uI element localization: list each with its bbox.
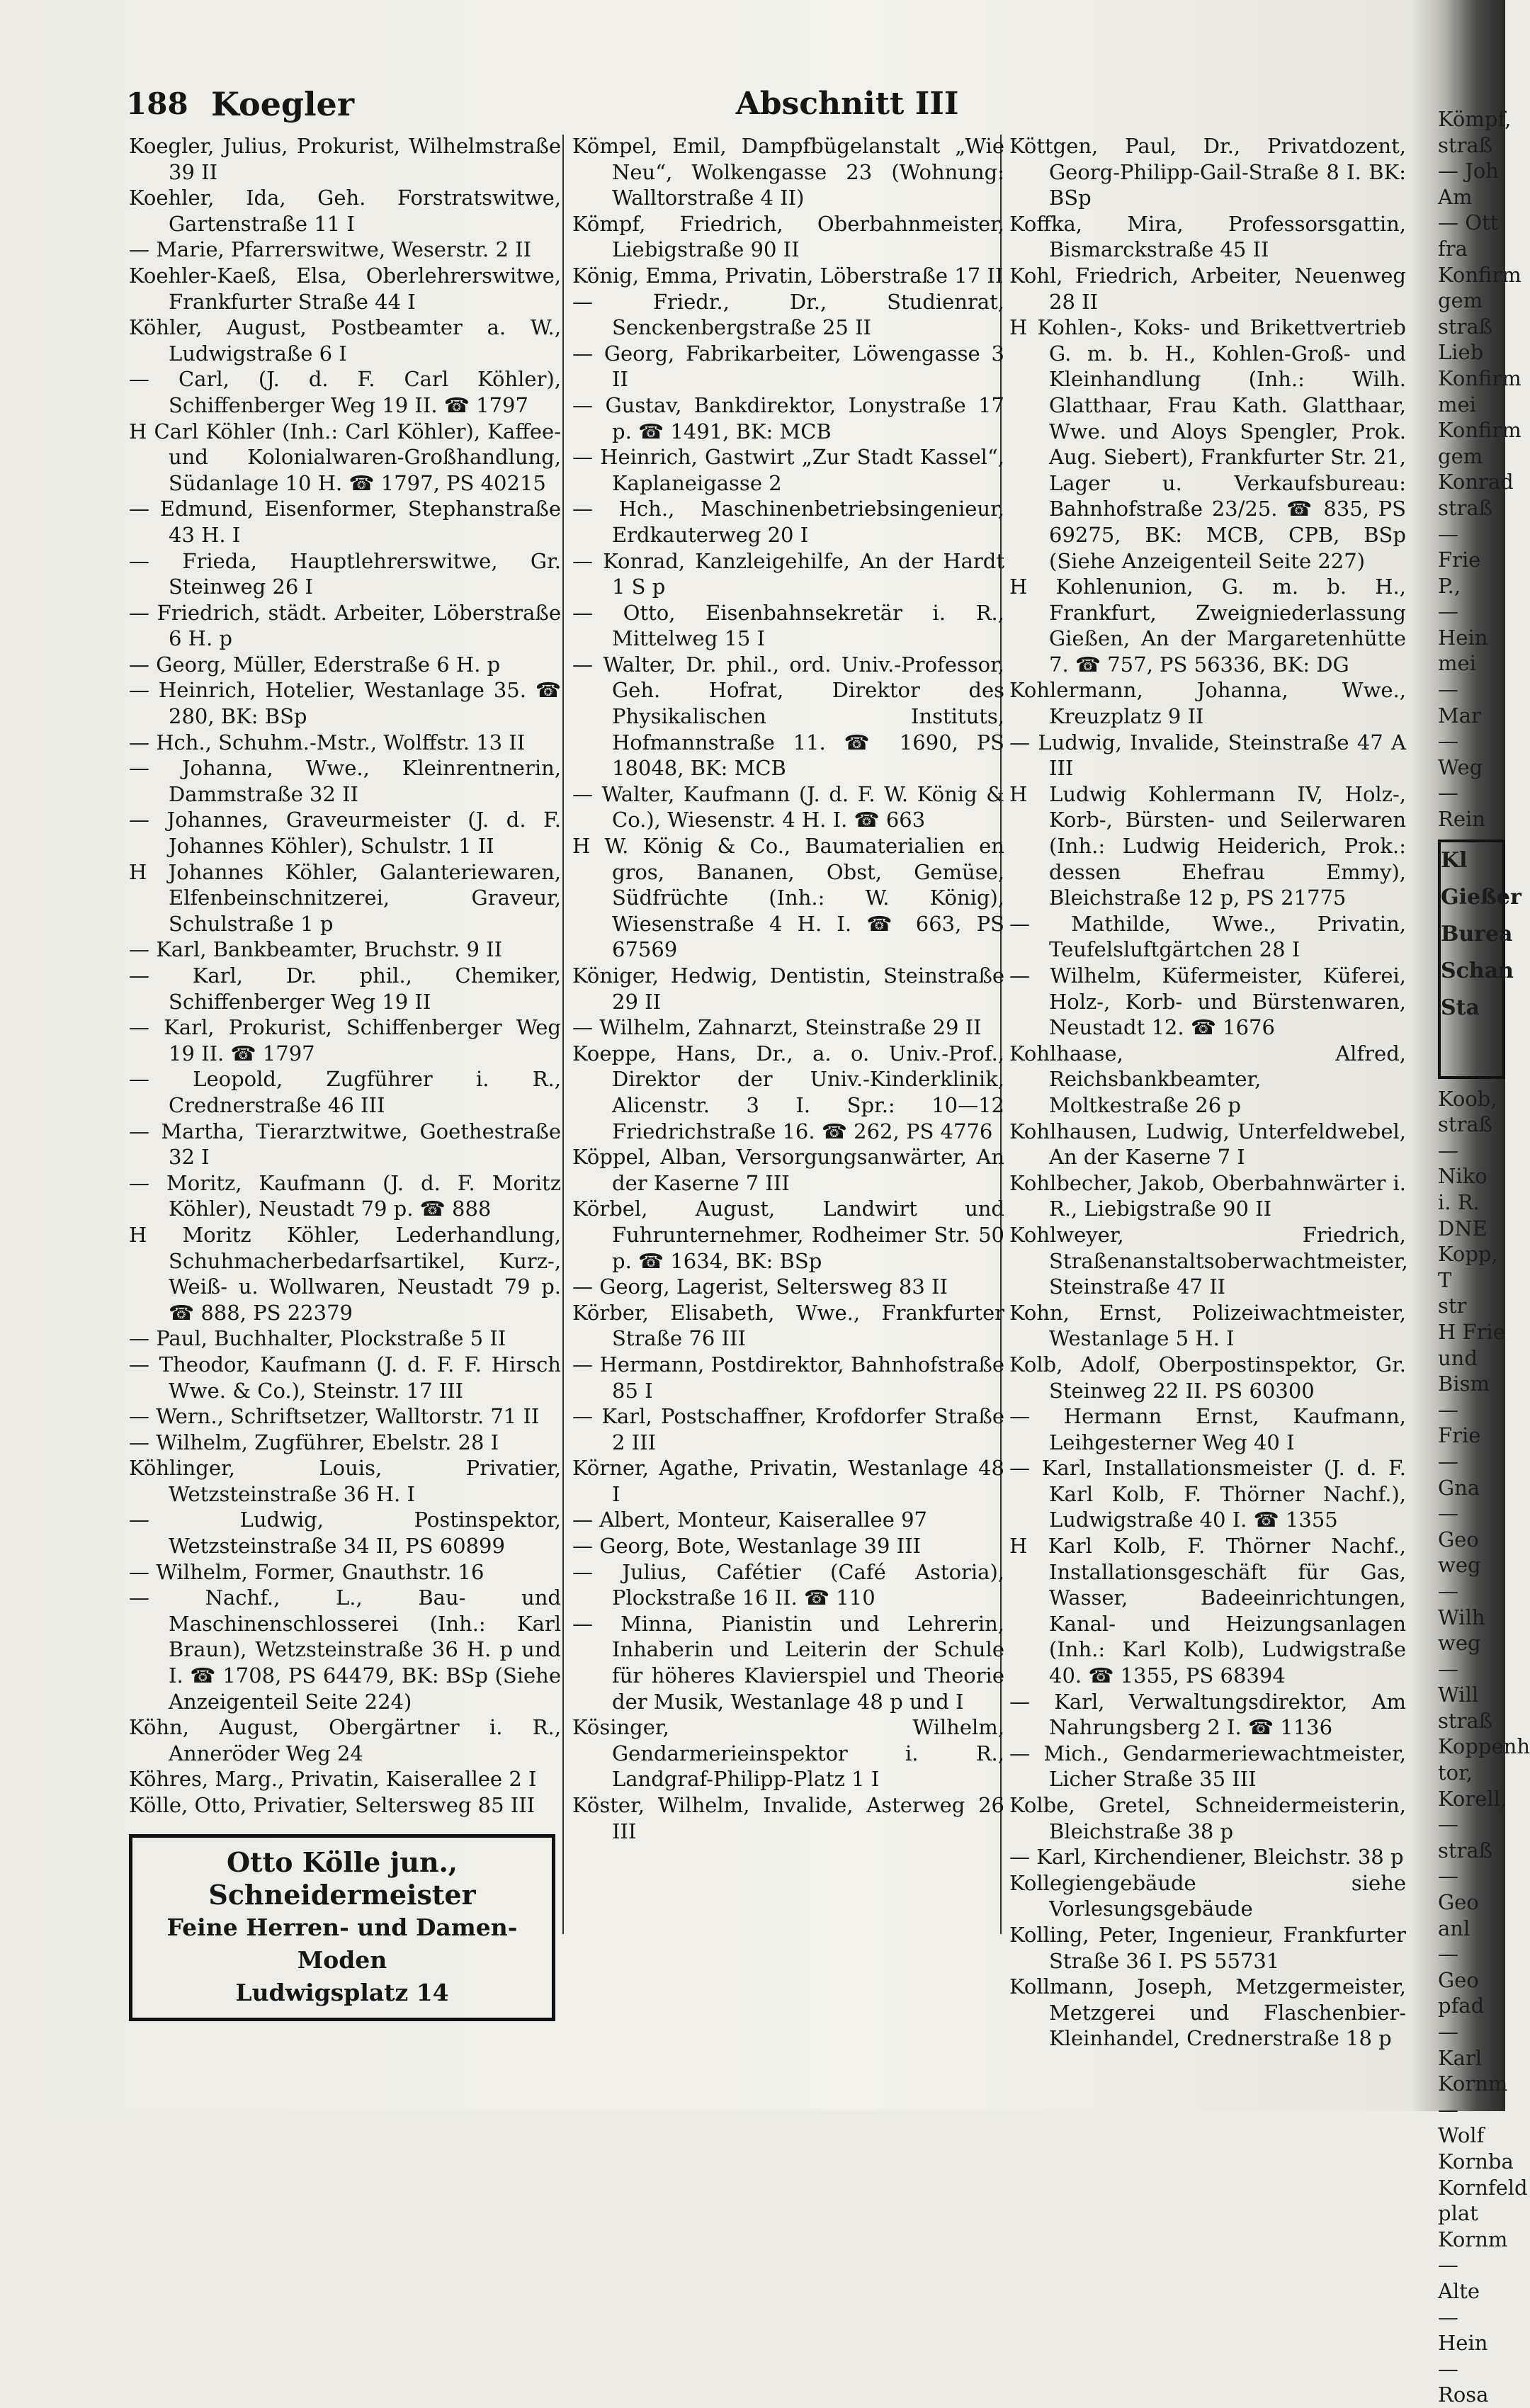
facing-page-line: — Hein	[1438, 599, 1488, 650]
directory-entry: Köster, Wilhelm, Invalide, Asterweg 26 III	[572, 1793, 1004, 1843]
facing-page-line: — Joh	[1438, 159, 1499, 183]
facing-page-line: Konfirm	[1438, 418, 1522, 443]
directory-entry: — Leopold, Zugführer i. R., Crednerstraße 46 III	[129, 1067, 561, 1117]
directory-entry: — Georg, Lagerist, Seltersweg 83 II	[572, 1274, 948, 1299]
ad-line-2: Feine Herren- und Damen-Moden	[166, 1913, 518, 1974]
directory-entry: H Carl Köhler (Inh.: Carl Köhler), Kaffee- und Kolonialwaren-Großhandlung, Südanlage 10 H. ☎ 1797, PS 40215	[129, 419, 561, 495]
directory-entry: — Karl, Verwaltungsdirektor, Am Nahrungsberg 2 I. ☎ 1136	[1009, 1689, 1406, 1740]
column-divider	[562, 135, 564, 1934]
page-keyword: Koegler	[211, 85, 355, 123]
directory-entry: — Hermann, Postdirektor, Bahnhofstraße 85 I	[572, 1352, 1004, 1403]
directory-entry: — Friedr., Dr., Studienrat, Senckenbergstraße 25 II	[572, 289, 1004, 340]
column-3	[1009, 133, 1406, 2052]
directory-entry: — Karl, Prokurist, Schiffenberger Weg 19 II. ☎ 1797	[129, 1015, 561, 1065]
directory-entry: Kömpel, Emil, Dampfbügelanstalt „Wie Neu“, Wolkengasse 23 (Wohnung: Walltorstraße 4 II)	[572, 134, 1004, 210]
facing-page-line: tor,	[1438, 1760, 1473, 1785]
directory-entry: H Moritz Köhler, Lederhandlung, Schuhmacherbedarfsartikel, Kurz-, Weiß- u. Wollwaren, Neustadt 79 p. ☎ 888, PS 22379	[129, 1222, 561, 1325]
facing-page-line: Konfirm	[1438, 366, 1522, 390]
facing-page-line: — Rosa	[1438, 2356, 1489, 2407]
directory-entry: — Wilhelm, Zahnarzt, Steinstraße 29 II	[572, 1015, 982, 1040]
directory-entry: Koehler-Kaeß, Elsa, Oberlehrerswitwe, Frankfurter Straße 44 I	[129, 263, 561, 314]
facing-page-line: und	[1438, 1345, 1478, 1370]
page-number: 188	[126, 86, 188, 121]
directory-entry: — Gustav, Bankdirektor, Lonystraße 17 p. ☎ 1491, BK: MCB	[572, 392, 1004, 443]
directory-entry: — Karl, Postschaffner, Krofdorfer Straße 2 III	[572, 1404, 1004, 1454]
facing-page-bleed	[1438, 106, 1530, 2407]
facing-page-line: — Frie	[1438, 1397, 1481, 1448]
directory-entry: Koegler, Julius, Prokurist, Wilhelmstraße 39 II	[129, 134, 561, 184]
directory-entry: — Mathilde, Wwe., Privatin, Teufelsluftgärtchen 28 I	[1009, 911, 1406, 962]
facing-page-line: — Ott	[1438, 210, 1499, 235]
directory-entry: — Ludwig, Postinspektor, Wetzsteinstraße 34 II, PS 60899	[129, 1508, 561, 1559]
directory-entry: — Wilhelm, Zugführer, Ebelstr. 28 I	[129, 1430, 499, 1454]
directory-entry: — Hermann Ernst, Kaufmann, Leihgesterner Weg 40 I	[1009, 1404, 1406, 1454]
facing-page-line: i. R.	[1438, 1190, 1480, 1214]
facing-page-line: — Geo	[1438, 1942, 1479, 1992]
directory-entry: — Walter, Kaufmann (J. d. F. W. König & Co.), Wiesenstr. 4 H. I. ☎ 663	[572, 781, 1004, 832]
facing-page-line: — Rein	[1438, 781, 1485, 832]
facing-page-line: fra	[1438, 236, 1468, 261]
directory-entry: — Karl, Dr. phil., Chemiker, Schiffenberger Weg 19 II	[129, 963, 561, 1014]
facing-page-line: Schan	[1441, 958, 1514, 983]
facing-page-line: — Karl	[1438, 2020, 1483, 2070]
column-2	[572, 133, 1004, 1844]
facing-page-line: Kornm	[1438, 2227, 1508, 2251]
directory-entry: Kohlweyer, Friedrich, Straßenanstaltsoberwachtmeister, Steinstraße 47 II	[1009, 1222, 1408, 1299]
facing-page-line: — Wilh	[1438, 1578, 1485, 1629]
facing-page-line: mei	[1438, 392, 1476, 417]
directory-entry: — Nachf., L., Bau- und Maschinenschlosserei (Inh.: Karl Braun), Wetzsteinstraße 36 H. p und I. ☎ 1708, PS 64479, BK: BSp (Siehe Anzeigenteil Seite 224)	[129, 1585, 561, 1714]
facing-page-line: — Geo	[1438, 1501, 1479, 1551]
facing-page-line: Kornba	[1438, 2149, 1514, 2174]
facing-page-line: P.,	[1438, 573, 1461, 598]
directory-entry: Kohn, Ernst, Polizeiwachtmeister, Westanlage 5 H. I	[1009, 1300, 1406, 1351]
directory-entry: Körner, Agathe, Privatin, Westanlage 48 I	[572, 1456, 1004, 1506]
directory-entry: — Johanna, Wwe., Kleinrentnerin, Dammstraße 32 II	[129, 756, 561, 806]
directory-entry: — Albert, Monteur, Kaiserallee 97	[572, 1508, 927, 1532]
directory-entry: Köhler, August, Postbeamter a. W., Ludwigstraße 6 I	[129, 315, 561, 366]
directory-entry: — Wilhelm, Former, Gnauthstr. 16	[129, 1559, 484, 1584]
facing-page-line: — straß	[1438, 1812, 1493, 1862]
directory-entry: Körbel, August, Landwirt und Fuhrunternehmer, Rodheimer Str. 50 p. ☎ 1634, BK: BSp	[572, 1197, 1004, 1273]
directory-entry: H Kohlenunion, G. m. b. H., Frankfurt, Zweigniederlassung Gießen, An der Margaretenhütte 7. ☎ 757, PS 56336, BK: DG	[1009, 575, 1406, 677]
facing-page-line: Lieb	[1438, 340, 1484, 365]
facing-page-line: Kopp, T	[1438, 1242, 1498, 1292]
directory-entry: — Walter, Dr. phil., ord. Univ.-Professor, Geh. Hofrat, Direktor des Physikalischen Instituts, Hofmannstraße 11. ☎ 1690, PS 18048, BK: MCB	[572, 652, 1004, 781]
facing-page-line: Kömpf,	[1438, 107, 1512, 131]
facing-page-line: Konfirm	[1438, 262, 1522, 287]
directory-entry: Koehler, Ida, Geh. Forstratswitwe, Gartenstraße 11 I	[129, 186, 561, 236]
facing-page-line: mei	[1438, 651, 1476, 676]
facing-page-line: weg	[1438, 1553, 1481, 1578]
facing-page-line: Sta	[1441, 995, 1480, 1020]
directory-entry: Körber, Elisabeth, Wwe., Frankfurter Straße 76 III	[572, 1300, 1004, 1351]
directory-entry: — Minna, Pianistin und Lehrerin, Inhaberin und Leiterin der Schule für höheres Klavierspiel und Theorie der Musik, Westanlage 48 p und I	[572, 1611, 1004, 1714]
facing-page-line: — Geo	[1438, 1864, 1479, 1915]
column-2-entries	[572, 133, 1004, 1844]
directory-entry: — Marie, Pfarrerswitwe, Weserstr. 2 II	[129, 237, 532, 262]
directory-entry: — Heinrich, Hotelier, Westanlage 35. ☎ 280, BK: BSp	[129, 678, 561, 729]
directory-entry: Kohlhaase, Alfred, Reichsbankbeamter, Moltkestraße 26 p	[1009, 1041, 1406, 1117]
facing-page-line: — Will	[1438, 1656, 1479, 1707]
facing-page-line: Korell,	[1438, 1786, 1507, 1811]
directory-entry: — Karl, Kirchendiener, Bleichstr. 38 p	[1009, 1845, 1404, 1870]
facing-page-ad-box	[1438, 840, 1522, 1079]
directory-entry: — Moritz, Kaufmann (J. d. F. Moritz Köhler), Neustadt 79 p. ☎ 888	[129, 1170, 561, 1221]
directory-entry: Köttgen, Paul, Dr., Privatdozent, Georg-Philipp-Gail-Straße 8 I. BK: BSp	[1009, 134, 1406, 210]
facing-page-line: straß	[1438, 132, 1493, 157]
facing-page-line: straß	[1438, 314, 1493, 339]
directory-entry: — Wilhelm, Küfermeister, Küferei, Holz-, Korb- und Bürstenwaren, Neustadt 12. ☎ 1676	[1009, 963, 1406, 1040]
section-title: Abschnitt III	[735, 86, 959, 122]
facing-page-line: — Alte	[1438, 2253, 1480, 2303]
ad-line-1: Otto Kölle jun., Schneidermeister	[208, 1845, 476, 1911]
facing-page-line: Kl	[1441, 847, 1468, 873]
facing-page-line: Konrad	[1438, 470, 1514, 494]
advertisement-box	[129, 1834, 555, 2021]
directory-entry: Kohlermann, Johanna, Wwe., Kreuzplatz 9 II	[1009, 678, 1406, 729]
facing-page-line: — Weg	[1438, 729, 1483, 779]
column-1-entries	[129, 133, 561, 1819]
directory-entry: H Karl Kolb, F. Thörner Nachf., Installationsgeschäft für Gas, Wasser, Badeeinrichtungen, Kanal- und Heizungsanlagen (Inh.: Karl Kolb), Ludwigstraße 40. ☎ 1355, PS 68394	[1009, 1534, 1406, 1688]
directory-entry: Kolbe, Gretel, Schneidermeisterin, Bleichstraße 38 p	[1009, 1793, 1406, 1843]
directory-entry: Koffka, Mira, Professorsgattin, Bismarckstraße 45 II	[1009, 211, 1406, 262]
facing-page-line: DNE	[1438, 1216, 1488, 1240]
directory-entry: — Konrad, Kanzleigehilfe, An der Hardt 1 S p	[572, 548, 1004, 599]
facing-page-line: plat	[1438, 2201, 1478, 2226]
directory-entry: Kohlbecher, Jakob, Oberbahnwärter i. R., Liebigstraße 90 II	[1009, 1170, 1406, 1221]
facing-page-line: — Gna	[1438, 1449, 1480, 1500]
ad-line-3: Ludwigsplatz 14	[235, 1978, 449, 2006]
directory-entry: — Martha, Tierarztwitwe, Goethestraße 32 I	[129, 1119, 561, 1170]
facing-page-line: Am	[1438, 184, 1473, 209]
directory-entry: — Hch., Maschinenbetriebsingenieur, Erdkauterweg 20 I	[572, 497, 1004, 547]
facing-page-line: Bism	[1438, 1372, 1490, 1396]
column-1	[129, 133, 561, 2021]
directory-entry: — Carl, (J. d. F. Carl Köhler), Schiffenberger Weg 19 II. ☎ 1797	[129, 367, 561, 417]
directory-entry: — Hch., Schuhm.-Mstr., Wolffstr. 13 II	[129, 730, 526, 754]
facing-page-lines-bottom	[1438, 1086, 1530, 2408]
directory-entry: — Karl, Installationsmeister (J. d. F. Karl Kolb, F. Thörner Nachf.), Ludwigstraße 40 I. ☎ 1355	[1009, 1456, 1406, 1532]
facing-page-line: str	[1438, 1294, 1467, 1318]
directory-entry: H Kohlen-, Koks- und Brikettvertrieb G. m. b. H., Kohlen-Groß- und Kleinhandlung (Inh.: Wilh. Glatthaar, Frau Kath. Glatthaar, Wwe. und Aloys Spengler, Prok. Aug. Siebert), Frankfurter Str. 21, Lager u. Verkaufsbureau: Bahnhofstraße 23/25. ☎ 835, PS 69275, BK: MCB, CPB, BSp (Siehe Anzeigenteil Seite 227)	[1009, 315, 1406, 573]
facing-page-line: pfad	[1438, 1994, 1485, 2018]
directory-entry: Köppel, Alban, Versorgungsanwärter, An der Kaserne 7 III	[572, 1145, 1004, 1195]
directory-entry: Kömpf, Friedrich, Oberbahnmeister, Liebigstraße 90 II	[572, 211, 1004, 262]
directory-entry: Kohlhausen, Ludwig, Unterfeldwebel, An der Kaserne 7 I	[1009, 1119, 1406, 1170]
facing-page-line: — Wolf	[1438, 2097, 1485, 2148]
facing-page-line: — Frie	[1438, 521, 1481, 572]
directory-entry: Kösinger, Wilhelm, Gendarmerieinspektor i. R., Landgraf-Philipp-Platz 1 I	[572, 1715, 1004, 1792]
directory-entry: — Georg, Bote, Westanlage 39 III	[572, 1534, 921, 1559]
directory-entry: Kollegiengebäude siehe Vorlesungsgebäude	[1009, 1870, 1406, 1921]
facing-page-line: gem	[1438, 288, 1483, 313]
facing-page-line: weg	[1438, 1631, 1481, 1656]
facing-page-line: gem	[1438, 443, 1483, 468]
directory-entry: H Ludwig Kohlermann IV, Holz-, Korb-, Bürsten- und Seilerwaren (Inh.: Ludwig Heiderich, Prok.: dessen Ehefrau Emmy), Bleichstraße 12 p, PS 21775	[1009, 781, 1406, 910]
facing-page-lines-top	[1438, 106, 1522, 832]
directory-entry: H Johannes Köhler, Galanteriewaren, Elfenbeinschnitzerei, Graveur, Schulstraße 1 p	[129, 859, 561, 936]
directory-entry: — Karl, Bankbeamter, Bruchstr. 9 II	[129, 937, 503, 962]
directory-entry: Köhres, Marg., Privatin, Kaiserallee 2 I	[129, 1767, 537, 1792]
directory-entry: — Julius, Cafétier (Café Astoria), Plockstraße 16 II. ☎ 110	[572, 1559, 1004, 1610]
directory-entry: Königer, Hedwig, Dentistin, Steinstraße 29 II	[572, 963, 1004, 1014]
facing-page-line: Burea	[1441, 921, 1513, 946]
column-3-entries	[1009, 133, 1406, 2052]
directory-entry: — Theodor, Kaufmann (J. d. F. F. Hirsch Wwe. & Co.), Steinstr. 17 III	[129, 1352, 561, 1403]
directory-entry: — Heinrich, Gastwirt „Zur Stadt Kassel“, Kaplaneigasse 2	[572, 445, 1004, 495]
facing-page-line: straß	[1438, 495, 1493, 520]
facing-page-line: Koppenh	[1438, 1734, 1530, 1759]
facing-page-line: anl	[1438, 1916, 1470, 1940]
directory-entry: Köhn, August, Obergärtner i. R., Anneröder Weg 24	[129, 1715, 561, 1765]
directory-entry: — Edmund, Eisenformer, Stephanstraße 43 H. I	[129, 497, 561, 547]
directory-entry: Koeppe, Hans, Dr., a. o. Univ.-Prof., Direktor der Univ.-Kinderklinik, Alicenstr. 3 I. Spr.: 10—12 Friedrichstraße 16. ☎ 262, PS 4776	[572, 1041, 1004, 1143]
directory-entry: — Paul, Buchhalter, Plockstraße 5 II	[129, 1326, 506, 1351]
directory-entry: — Friedrich, städt. Arbeiter, Löberstraße 6 H. p	[129, 600, 561, 651]
directory-entry: — Mich., Gendarmeriewachtmeister, Licher Straße 35 III	[1009, 1741, 1406, 1792]
directory-entry: — Wern., Schriftsetzer, Walltorstr. 71 II	[129, 1404, 540, 1429]
directory-entry: — Frieda, Hauptlehrerswitwe, Gr. Steinweg 26 I	[129, 548, 561, 599]
facing-page-line: Kornfeld	[1438, 2175, 1528, 2200]
facing-page-line: straß	[1438, 1708, 1493, 1733]
facing-page-line: straß	[1438, 1112, 1493, 1137]
facing-page-line: Gießer	[1441, 884, 1522, 910]
directory-entry: Kölle, Otto, Privatier, Seltersweg 85 III	[129, 1793, 536, 1817]
directory-entry: H W. König & Co., Baumaterialien en gros, Bananen, Obst, Gemüse, Südfrüchte (Inh.: W. König), Wiesenstraße 4 H. I. ☎ 663, PS 67569	[572, 834, 1004, 962]
facing-page-line: H Frie	[1438, 1319, 1505, 1344]
facing-page-line: Koob,	[1438, 1086, 1497, 1111]
directory-entry: Köhlinger, Louis, Privatier, Wetzsteinstraße 36 H. I	[129, 1456, 561, 1506]
directory-entry: — Otto, Eisenbahnsekretär i. R., Mittelweg 15 I	[572, 600, 1004, 651]
facing-page-line: — Niko	[1438, 1138, 1488, 1189]
directory-entry: — Georg, Müller, Ederstraße 6 H. p	[129, 652, 501, 677]
page-header	[126, 79, 1401, 129]
directory-entry: Kollmann, Joseph, Metzgermeister, Metzgerei und Flaschenbier-Kleinhandel, Crednerstraße 18 p	[1009, 1974, 1406, 2051]
directory-entry: Kolling, Peter, Ingenieur, Frankfurter Straße 36 I. PS 55731	[1009, 1922, 1406, 1973]
directory-entry: Kohl, Friedrich, Arbeiter, Neuenweg 28 II	[1009, 263, 1406, 314]
directory-entry: — Johannes, Graveurmeister (J. d. F. Johannes Köhler), Schulstr. 1 II	[129, 808, 561, 859]
directory-entry: König, Emma, Privatin, Löberstraße 17 II	[572, 263, 1004, 288]
directory-entry: Kolb, Adolf, Oberpostinspektor, Gr. Steinweg 22 II. PS 60300	[1009, 1352, 1406, 1403]
directory-entry: — Georg, Fabrikarbeiter, Löwengasse 3 II	[572, 341, 1004, 392]
facing-page-line: — Hein	[1438, 2305, 1488, 2356]
directory-entry: — Ludwig, Invalide, Steinstraße 47 A III	[1009, 730, 1406, 781]
facing-page-line: — Mar	[1438, 677, 1481, 728]
facing-page-line: Kornm	[1438, 2071, 1508, 2096]
